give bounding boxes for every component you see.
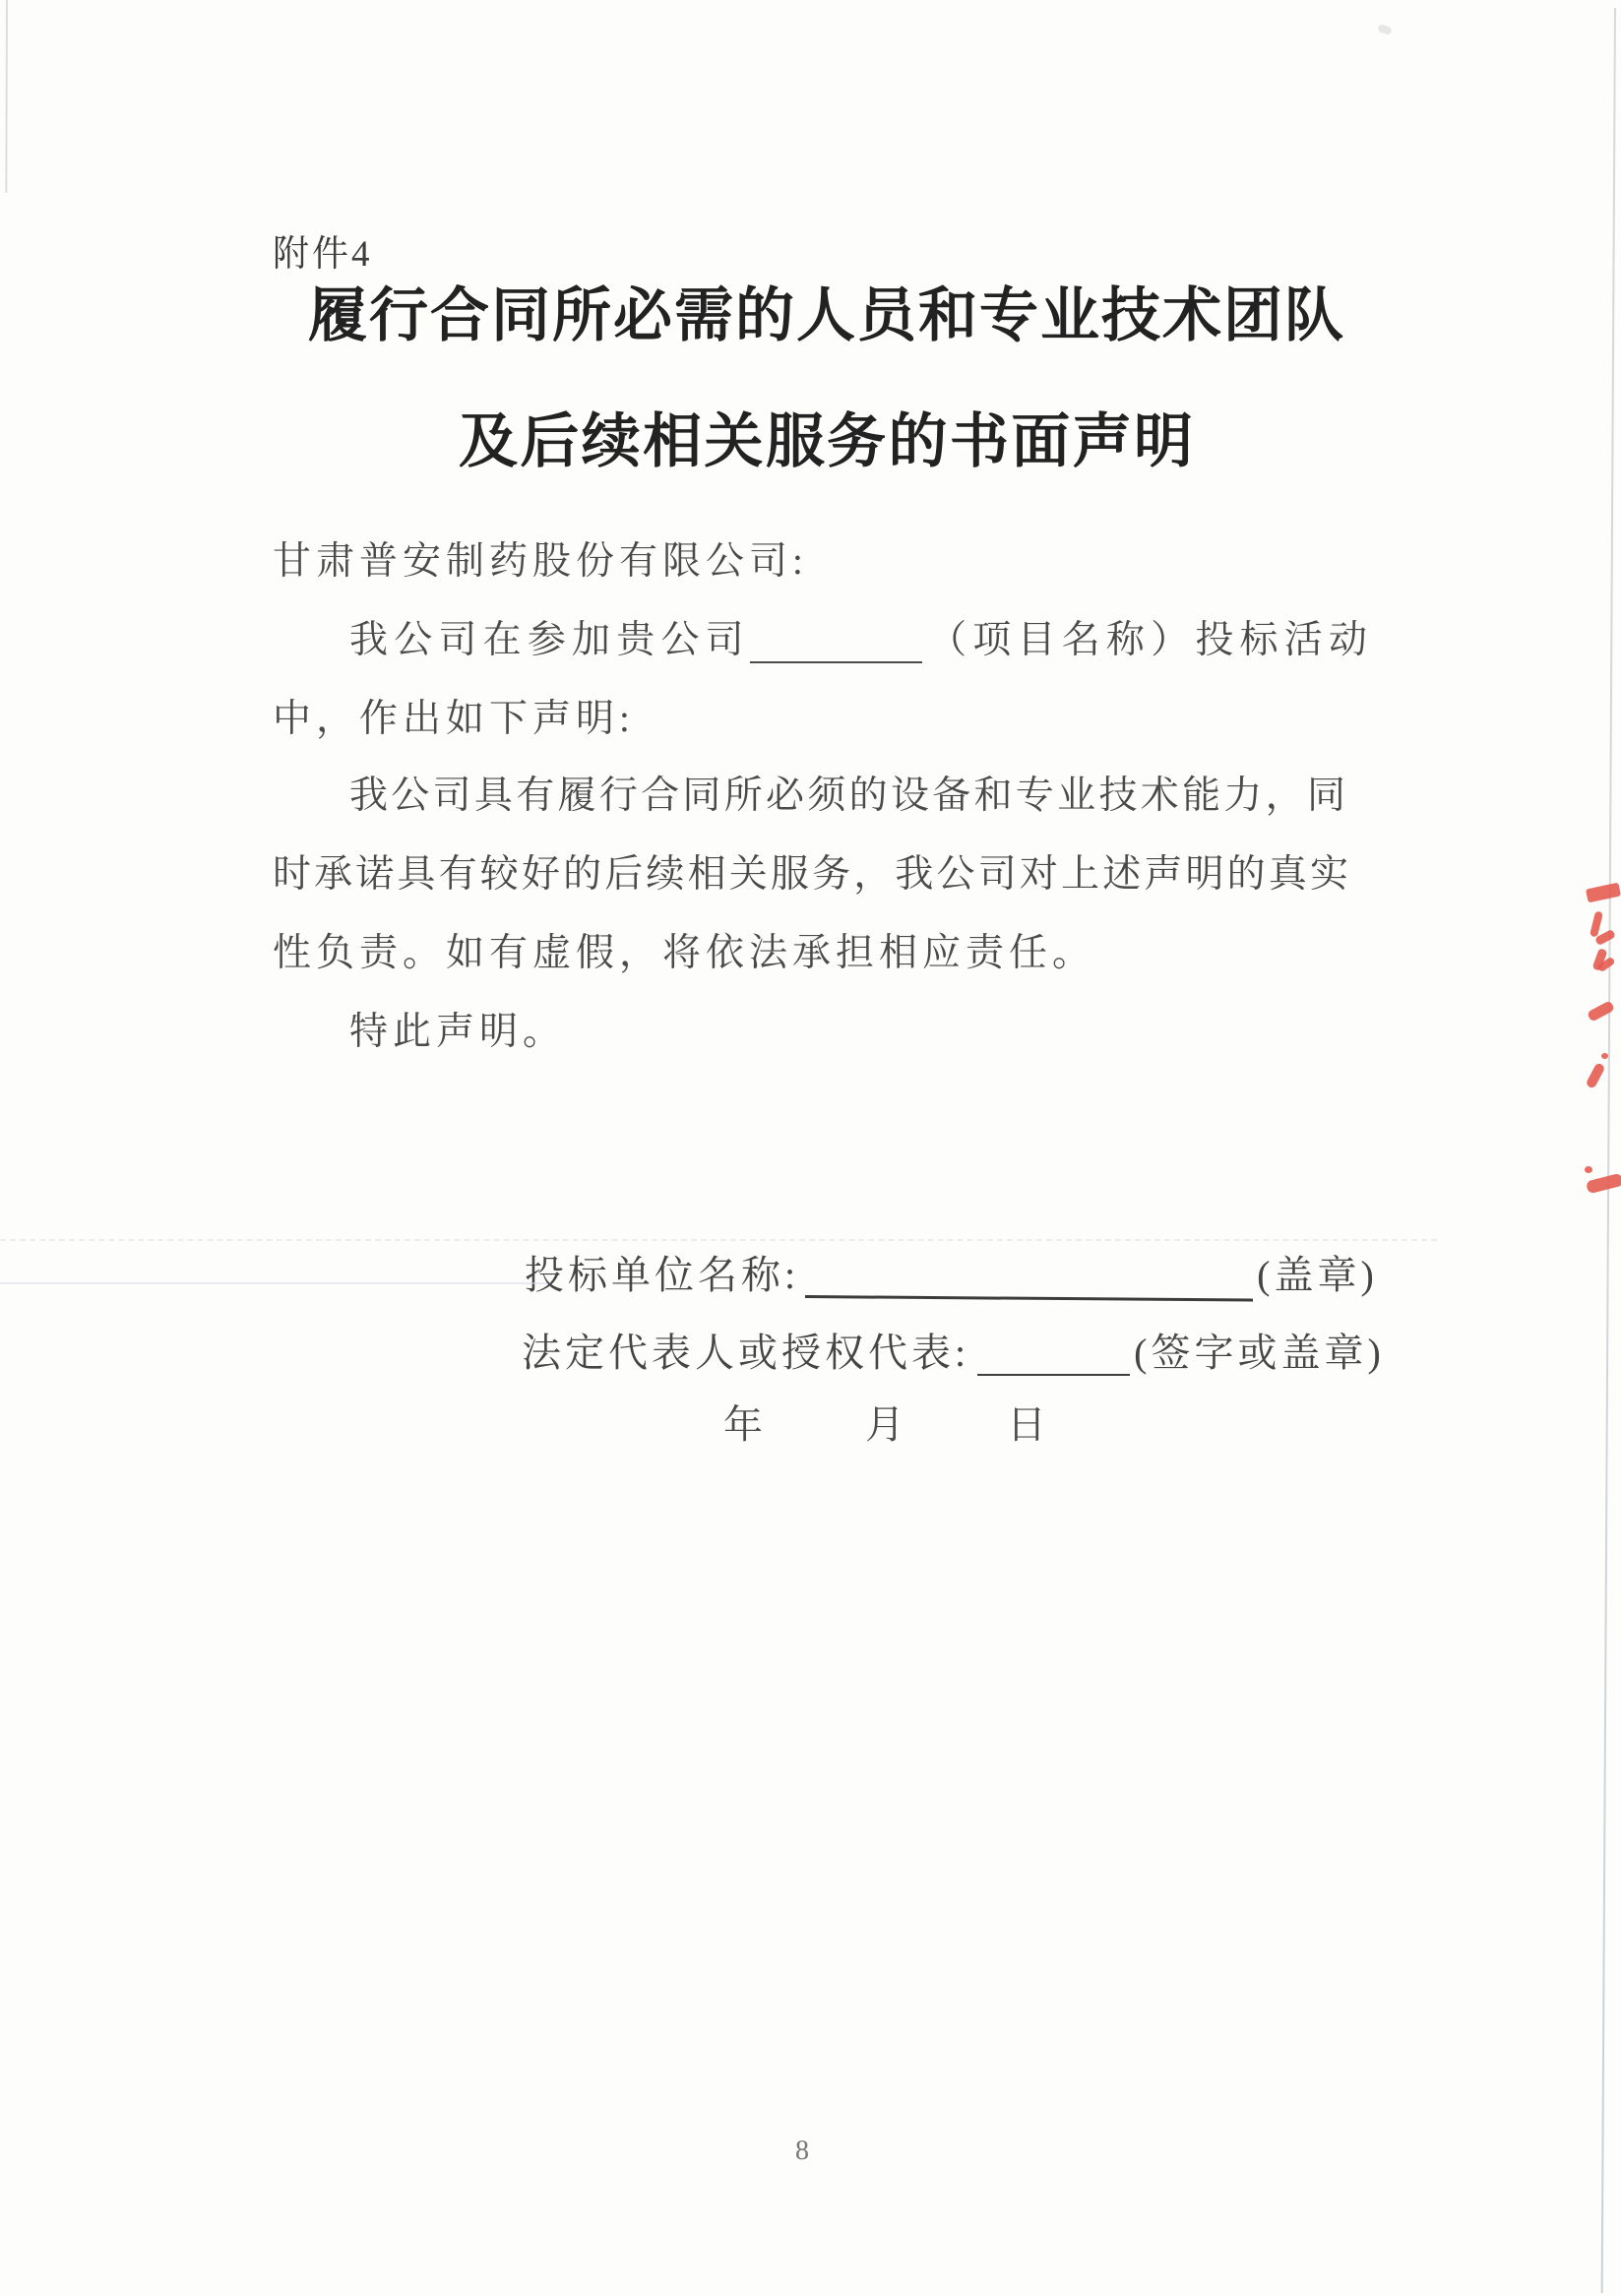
seal-fragment [1601, 1053, 1608, 1059]
body-line-capability-2: 时承诺具有较好的后续相关服务，我公司对上述声明的真实 [273, 853, 1348, 896]
body-line-capability-3: 性负责。如有虚假，将依法承担相应责任。 [273, 932, 1096, 974]
salutation: 甘肃普安制药股份有限公司: [273, 540, 808, 583]
date-day-label: 日 [1007, 1402, 1046, 1447]
signature-or-seal-note: (签字或盖章) [1134, 1331, 1385, 1375]
body-line-closing: 特此声明。 [349, 1011, 567, 1053]
bidder-name-blank [805, 1252, 1253, 1302]
seal-fragment [1586, 1173, 1621, 1195]
attachment-label: 附件4 [273, 234, 373, 275]
body-line-capability-1: 我公司具有履行合同所必须的设备和专业技术能力，同 [349, 775, 1345, 817]
participate-pre-text: 我公司在参加贵公司 [349, 619, 750, 661]
body-line-declare-intro: 中，作出如下声明: [273, 698, 635, 740]
page-edge-line-left [5, 0, 8, 193]
seal-fragment [1587, 1000, 1615, 1022]
date-row [723, 1402, 1046, 1448]
signature-row-representative [522, 1331, 1385, 1376]
participate-post-text: （项目名称）投标活动 [921, 619, 1367, 661]
date-month-label: 月 [865, 1402, 904, 1447]
document-title-line1: 履行合同所必需的人员和专业技术团队 [308, 283, 1343, 348]
signature-row-bidder [525, 1252, 1378, 1298]
representative-label: 法定代表人或授权代表: [522, 1331, 970, 1375]
seal-note: (盖章) [1257, 1253, 1378, 1297]
scan-artifact-faint-line [0, 1282, 547, 1284]
seal-fragment [1585, 1166, 1592, 1173]
seal-fragment [1585, 1062, 1605, 1089]
body-line-participate [349, 619, 1367, 663]
page-number: 8 [795, 2136, 809, 2166]
date-year-label: 年 [723, 1402, 763, 1447]
project-name-blank [750, 622, 922, 663]
seal-fragment [1586, 883, 1621, 903]
scan-artifact-dashed-line [0, 1239, 1437, 1241]
representative-signature-blank [977, 1331, 1130, 1376]
bidder-name-label: 投标单位名称: [525, 1253, 800, 1297]
document-title-line2: 及后续相关服务的书面声明 [459, 409, 1193, 474]
scan-speck [1377, 24, 1393, 35]
page-edge-line-right [1601, 8, 1616, 2293]
